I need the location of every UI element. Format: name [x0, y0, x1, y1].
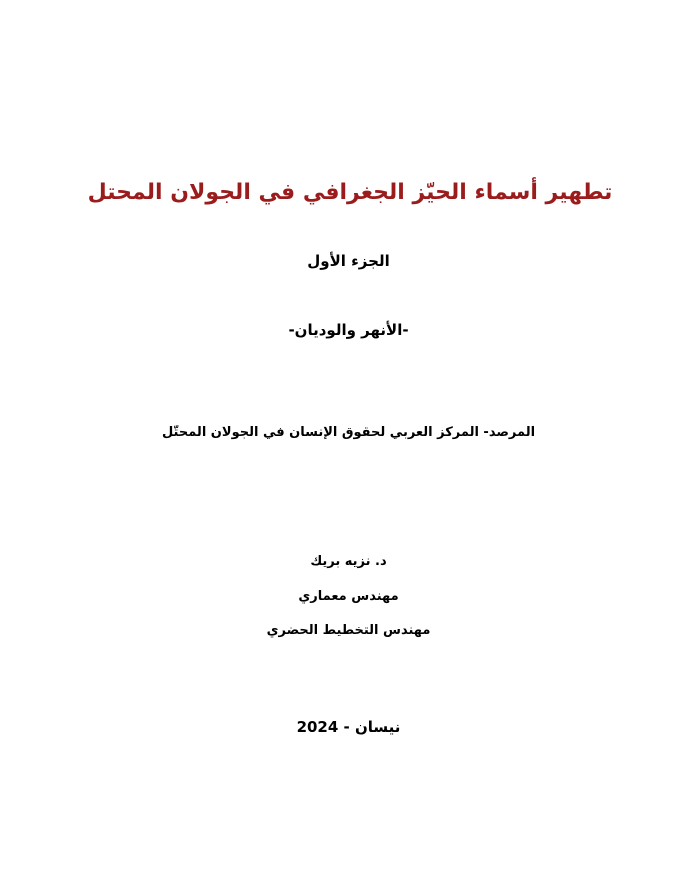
document-part: الجزء الأول	[307, 252, 390, 270]
organization-name: المرصد- المركز العربي لحقوق الإنسان في الجولان المحتّل	[161, 425, 536, 440]
author-name: د. نزيه بريك	[310, 554, 387, 569]
author-role-urban-planner: مهندس التخطيط الحضري	[266, 623, 431, 638]
author-role-architect: مهندس معماري	[298, 589, 399, 604]
document-subtitle: -الأنهر والوديان-	[288, 321, 409, 339]
document-title: تطهير أسماء الحيّز الجغرافي في الجولان المحتل	[87, 180, 613, 205]
publication-date: نيسان - 2024	[296, 718, 401, 736]
